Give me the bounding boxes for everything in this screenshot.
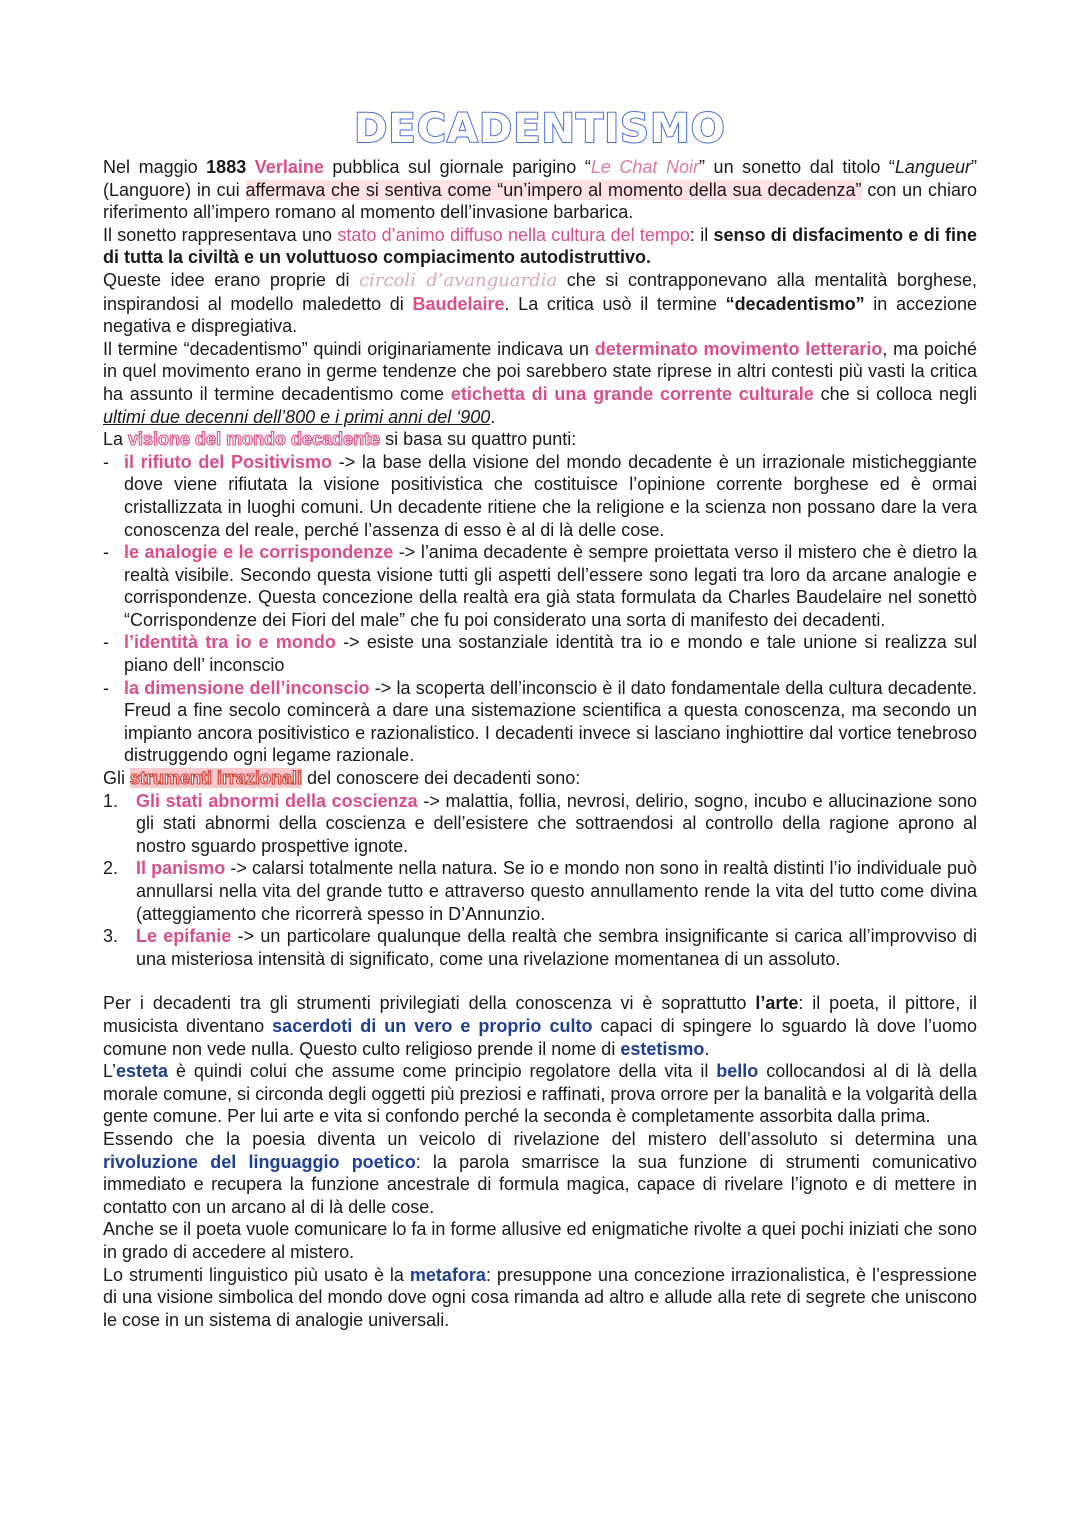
arte-term: l’arte: [755, 993, 799, 1014]
intro-paragraph-4: [103, 338, 977, 428]
text: : presuppone una concezione irrazionalistica, è l’espressione di una visione simbolica del mondo dove ogni cosa rimanda ad altro e allude alla rete di segrete che uniscono le cose in un sistema di analogie universali.: [103, 1264, 977, 1330]
circoli-avanguardia: circoli d’avanguardia: [359, 269, 558, 291]
four-points-list: [103, 451, 977, 767]
tool-body: -> malattia, follia, nevrosi, delirio, sogno, incubo e allucinazione sono gli stati abnormi della coscienza e dell’esistere che sottraendosi al controllo della ragione aprono al nostro sguardo prospettive ignote.: [136, 790, 977, 856]
point-head: le analogie e le corrispondenze: [124, 542, 394, 563]
point-body: -> la base della visione del mondo decadente è un irrazionale misticheggiante dove viene rifiutata la visione positivistica che costituisce l’opinione corrente borghese ed è ormai cristallizzata in luoghi comuni. Un decadente ritiene che la religione e la scienza non possano dare la vera conoscenza del reale, perché l’assenza di esso è al di là delle cose.: [124, 451, 977, 540]
year: 1883: [206, 157, 247, 177]
visione-decadente: visione del mondo decadente: [128, 429, 381, 450]
text: ” un sonetto dal titolo “: [699, 157, 895, 177]
art-paragraph-5: [103, 1264, 977, 1332]
intro-paragraph-5: [103, 428, 977, 451]
text: : il: [689, 224, 714, 245]
esteta-term: esteta: [116, 1061, 169, 1082]
text: in accezione negativa e dispregiativa.: [103, 293, 977, 337]
verlaine-name: Verlaine: [254, 157, 324, 177]
art-paragraph-4: [103, 1218, 977, 1263]
text: che si contrapponevano alla mentalità borghese, inspirandosi al modello maledetto di: [103, 269, 977, 314]
baudelaire-name: Baudelaire: [412, 293, 505, 314]
list-marker: 3.: [103, 926, 119, 947]
sacerdoti-culto: sacerdoti di un vero e proprio culto: [272, 1015, 593, 1036]
intro-paragraph-1: [103, 156, 977, 224]
text: che si colloca negli: [813, 383, 977, 404]
journal-name: Le Chat Noir: [590, 157, 699, 177]
stato-animo: stato d’animo diffuso nella cultura del tempo: [337, 224, 690, 245]
text: .: [704, 1038, 710, 1059]
tool-body: -> calarsi totalmente nella natura. Se io e mondo non sono in realtà distinti l’io individuale può annullarsi nella vita del grande tutto e attraverso questo annullamento rende la vita del tutto come divina (atteggiamento che ricorrerà spesso in D’Annunzio.: [136, 858, 978, 924]
tool-head: Il panismo: [136, 858, 226, 879]
text: Lo strumenti linguistico più usato è la: [103, 1264, 410, 1285]
movimento-letterario: determinato movimento letterario: [594, 338, 883, 359]
list-marker: -: [103, 677, 109, 698]
text: capaci di spingere lo sguardo là dove l’uomo comune non vede nulla. Questo culto religioso prende il nome di: [103, 1015, 977, 1059]
sonnet-title: Langueur: [894, 157, 971, 177]
decadentismo-term: “decadentismo”: [725, 293, 865, 314]
text: Il termine “decadentismo” quindi originariamente indicava un: [103, 338, 595, 359]
list-marker: -: [103, 632, 109, 653]
text: Per i decadenti tra gli strumenti privilegiati della conoscenza vi è soprattutto: [103, 993, 756, 1014]
art-paragraph-2: [103, 1060, 977, 1128]
bello-term: bello: [716, 1061, 759, 1082]
list-item: [103, 925, 977, 970]
strumenti-intro: [103, 767, 977, 790]
senso-disfacimento: senso di disfacimento e di fine di tutta la civiltà e un voluttuoso compiacimento autodistruttivo.: [103, 224, 977, 268]
intro-paragraph-3: [103, 269, 977, 338]
point-body: -> l’anima decadente è sempre proiettata verso il mistero che è dietro la realtà visibile. Secondo questa visione tutti gli aspetti dell’essere sono legati tra loro da arcane analogie e corrispondenze. Questa concezione della realtà era già stata formulata da Charles Baudelaire nel sonettò “Corrispondenze dei Fiori del male” che fu poi considerato una sorta di manifesto dei decadenti.: [124, 542, 977, 630]
point-body: -> esiste una sostanziale identità tra io e mondo e tale unione si realizza sul piano dell’ inconscio: [124, 632, 977, 676]
text: La: [103, 429, 129, 450]
text: L’: [103, 1061, 117, 1082]
etichetta-corrente: etichetta di una grande corrente culturale: [450, 383, 814, 404]
section-gap: [103, 970, 977, 992]
text: del conoscere dei decadenti sono:: [302, 768, 581, 789]
text: , ma poiché in quel movimento erano in germe tendenze che poi sarebbero state riprese in altri contesti più vasti la critica ha assunto il termine decadentismo come: [103, 338, 977, 404]
text: si basa su quattro punti:: [380, 429, 577, 450]
text: Anche se il poeta vuole comunicare lo fa in forme allusive ed enigmatiche rivolte a quei pochi iniziati che sono in grado di accedere al mistero.: [103, 1219, 977, 1262]
text: [246, 157, 255, 177]
list-marker: -: [103, 542, 109, 563]
list-item: [103, 790, 977, 858]
art-paragraph-3: [103, 1128, 977, 1218]
text: Queste idee erano proprie di: [103, 269, 360, 290]
list-item: [103, 451, 977, 541]
text: con un chiaro riferimento all’impero romano al momento dell’invasione barbarica.: [103, 179, 977, 223]
tools-list: [103, 790, 977, 971]
period-underlined: ultimi due decenni dell’800 e i primi anni del ‘900: [103, 406, 491, 427]
estetismo-term: estetismo: [620, 1038, 705, 1059]
metafora-term: metafora: [409, 1264, 486, 1285]
text: Nel maggio: [103, 157, 207, 177]
strumenti-irrazionali: strumenti irrazionali: [130, 768, 303, 789]
list-item: [103, 541, 977, 631]
text: pubblica sul giornale parigino “: [323, 157, 591, 177]
page-title-text: DECADENTISMO: [354, 106, 726, 152]
rivoluzione-linguaggio: rivoluzione del linguaggio poetico: [103, 1151, 416, 1172]
list-marker: 2.: [103, 858, 119, 879]
intro-paragraph-2: [103, 224, 977, 269]
tool-head: Le epifanie: [136, 926, 232, 947]
point-head: il rifiuto del Positivismo: [124, 451, 333, 472]
text: : la parola smarrisce la sua funzione di strumenti comunicativo immediato e recupera la funzione ancestrale di formula magica, capace di rivelare l’ignoto e di mettere in contatto con un arcano al di là delle cose.: [103, 1151, 977, 1217]
point-body: -> la scoperta dell’inconscio è il dato fondamentale della cultura decadente. Freud a fine secolo comincerà a dare una sistemazione scientifica a questa conoscenza, ma secondo un impianto ancora positivistico e razionalistico. I decadenti invece si lasciano inghiottire dal vortice tenebroso distruggendo ogni legame razionale.: [124, 677, 977, 766]
point-head: la dimensione dell’inconscio: [124, 677, 370, 698]
text: è quindi colui che assume come principio regolatore della vita il: [168, 1061, 717, 1082]
page-title: [103, 108, 977, 150]
list-marker: 1.: [103, 790, 119, 811]
text: Gli: [103, 768, 130, 789]
text: Il sonetto rappresentava uno: [103, 224, 338, 245]
text: collocandosi al di là della morale comune, si circonda degli oggetti più preziosi e raffinati, prova orrore per la banalità e la volgarità della gente comune. Per lui arte e vita si confondo perché la seconda è completamente assorbita dalla prima.: [103, 1061, 977, 1127]
list-item: [103, 857, 977, 925]
list-marker: -: [103, 451, 109, 472]
list-item: [103, 677, 977, 767]
highlighted-quote: affermava che si sentiva come “un’impero al momento della sua decadenza”: [245, 179, 862, 200]
art-paragraph-1: [103, 992, 977, 1060]
tool-body: -> un particolare qualunque della realtà che sembra insignificante si carica all’improvviso di una misteriosa intensità di significato, come una rivelazione momentanea di un assoluto.: [136, 926, 977, 969]
text: : il poeta, il pittore, il musicista diventano: [103, 993, 977, 1036]
text: Essendo che la poesia diventa un veicolo di rivelazione del mistero dell’assoluto si determina una: [103, 1128, 977, 1149]
list-item: [103, 631, 977, 676]
text: .: [490, 406, 496, 427]
point-head: l’identità tra io e mondo: [124, 632, 336, 653]
text: ” (Languore) in cui: [103, 157, 977, 200]
tool-head: Gli stati abnormi della coscienza: [136, 790, 418, 811]
text: . La critica usò il termine: [504, 293, 726, 314]
